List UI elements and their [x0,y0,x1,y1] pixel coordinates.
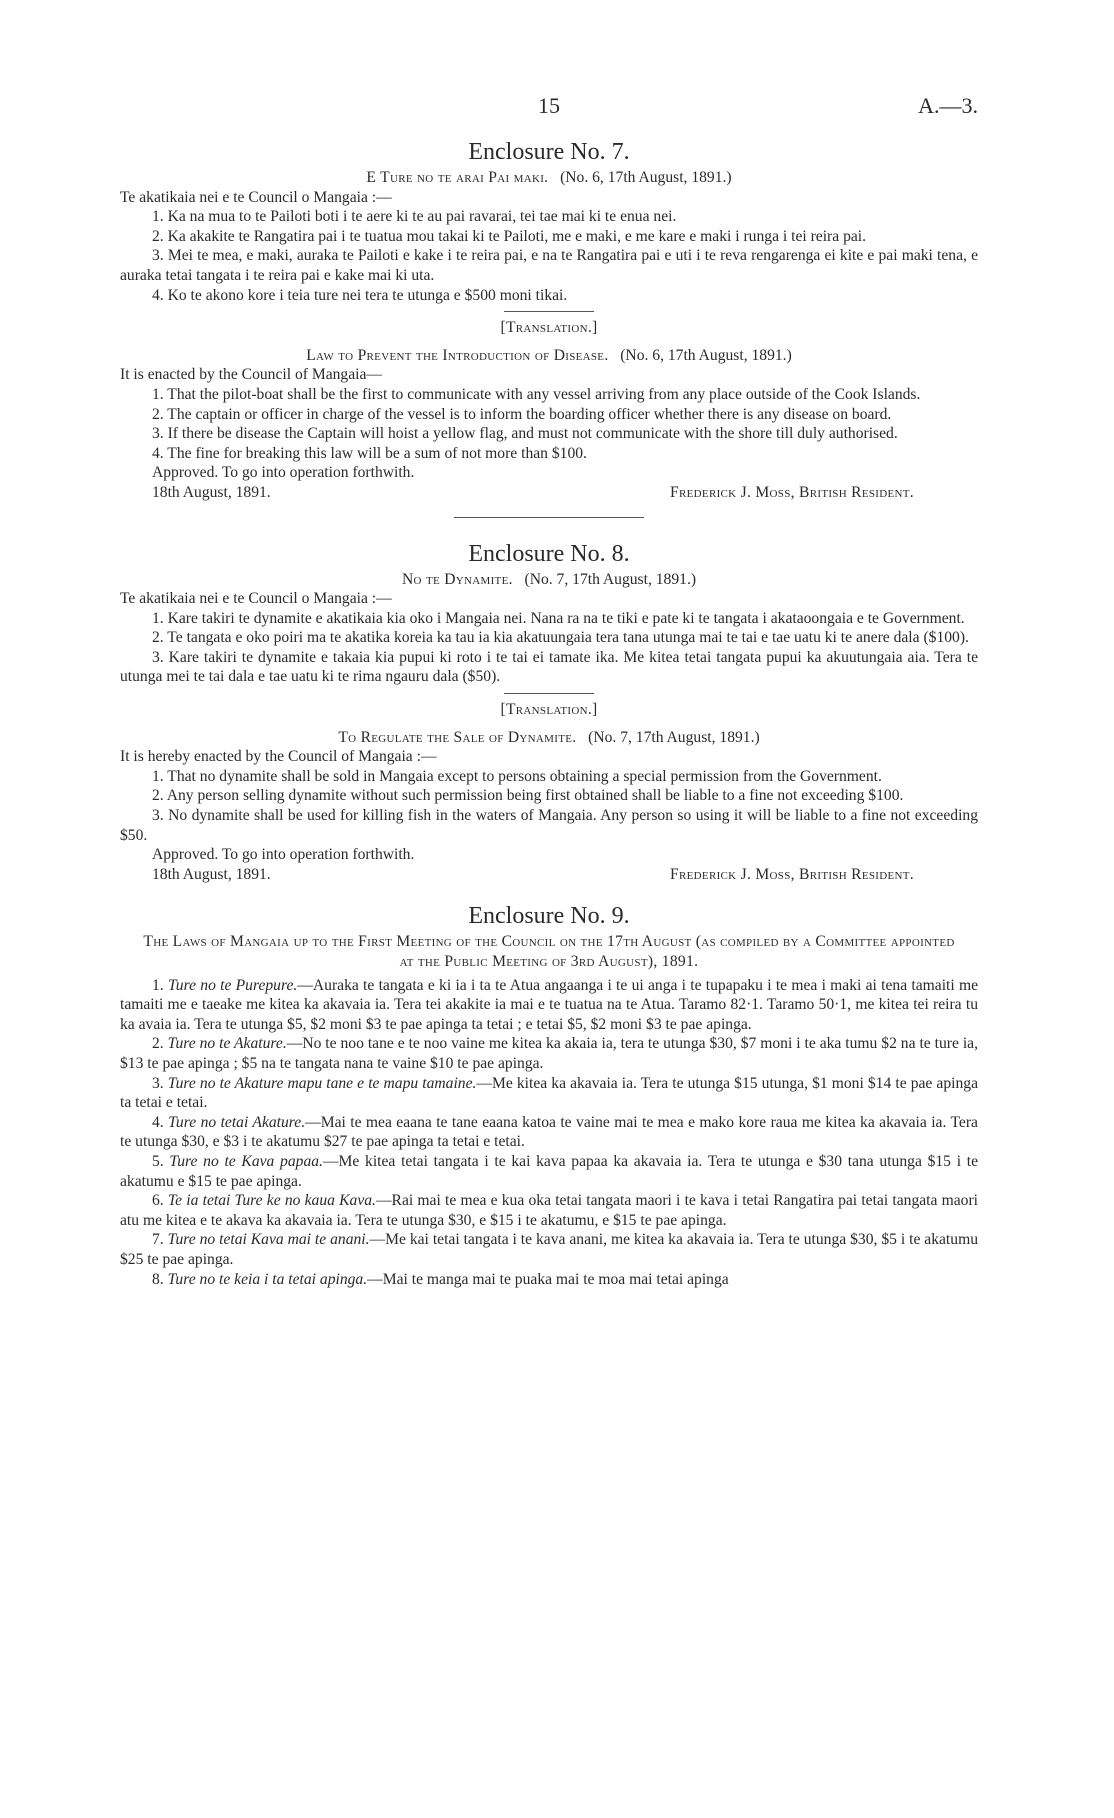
enclosure-9 [120,902,978,1289]
law-item [120,1074,978,1113]
signature-date: 18th August, 1891. [152,865,271,883]
enclosure-8 [120,540,978,885]
section-divider [454,517,644,518]
law-item [120,1270,978,1290]
translation-item: 1. That the pilot-boat shall be the first to communicate with any vessel arriving from any place outside of the Cook Islands. [152,385,921,403]
divider [504,311,594,312]
enactment-intro: Te akatikaia nei e te Council o Mangaia :— [120,590,392,608]
translation-item: 2. Any person selling dynamite without such permission being first obtained shall be liable to a fine not exceeding $100. [152,787,904,805]
law-number: 5. [152,1152,164,1170]
laws-collection-title: The Laws of Mangaia up to the First Meeting of the Council on the 17th August (as compiled by a Committee appointed at the Public Meeting of 3rd August), 1891. [143,933,955,970]
page-number: 15 [538,93,560,118]
law-item: 3. Kare takiri te dynamite e takaia kia pupui ki roto i te tai ei tamate ika. Me kitea tetai tangata pupui ka akuutungaia aia. Tera te utunga mei te tai dala e tae uatu ki te rima ngauru dala ($50). [120,648,978,686]
law-title-italic: Ture no te Akature. [167,1035,287,1053]
translation-item: 3. No dynamite shall be used for killing fish in the waters of Mangaia. Any person so using it will be liable to a fine not exceeding $50. [120,807,978,844]
law-title [120,570,978,590]
law-title-date: (No. 7, 17th August, 1891.) [524,570,697,588]
law-number: 3. [152,1074,164,1092]
translation-title-date: (No. 7, 17th August, 1891.) [588,728,760,746]
translation-title-text: To Regulate the Sale of Dynamite. [338,728,577,746]
translation-item: 2. The captain or officer in charge of the vessel is to inform the boarding officer whether there is any disease on board. [152,405,892,423]
approval-note: Approved. To go into operation forthwith. [152,464,415,482]
law-title-italic: Ture no te Purepure. [167,976,298,994]
law-item [120,1113,978,1152]
law-text: —Mai te mea eaana te tane eaana katoa te vaine mai te mea e mako kore raua me kitea ka akavaia ia. Tera te utunga $30, e $3 i te akatumu $27 te pae apinga ta tetai e tetai. [120,1113,978,1151]
translation-title-text: Law to Prevent the Introduction of Disease. [306,346,609,364]
document-page [120,93,979,1289]
law-number: 7. [152,1231,164,1249]
enclosure-7 [120,138,978,503]
law-title-italic: Ture no tetai Akature. [168,1113,306,1131]
law-item: 1. Kare takiri te dynamite e akatikaia kia oko i Mangaia nei. Nana ra na te tiki e pate ki te tangata i akataoongaia e te Government. [152,609,965,627]
law-title-italic: Ture no te keia i ta tetai apinga. [167,1270,368,1288]
law-title-italic: Ture no te Kava papaa. [169,1152,323,1170]
document-reference: A.—3. [918,93,978,118]
law-item [120,976,978,1035]
law-item: 3. Mei te mea, e maki, auraka te Pailoti e kake i te reira pai, e na te Rangatira pai e uti i te reva rengarenga ei kite e pai maki tena, e auraka tetai tangata i te reira pai e kake mai ki uta. [120,247,978,284]
signature-name: Frederick J. Moss, British Resident. [670,865,914,883]
signature-line [120,865,978,885]
approval-note: Approved. To go into operation forthwith. [152,846,415,864]
law-text: —Rai mai te mea e kua oka tetai tangata maori i te kava i tetai Rangatira pai tetai tangata maori atu me kitea e te akava ka akavaia ia. Tera te utunga $30, e $15 i te akatumu, e $15 te pae apinga. [120,1192,978,1229]
enclosure-heading: Enclosure No. 7. [468,139,630,165]
law-text: —Me kitea tetai tangata i te kai kava papaa ka akavaia ia. Tera te utunga e $30 tana utunga $15 i te akatumu e $15 te pae apinga. [120,1152,978,1190]
law-item [120,1034,978,1073]
law-number: 2. [152,1035,164,1053]
divider [504,693,594,694]
translation-label: [Translation.] [500,319,598,337]
law-title [120,168,978,188]
enclosure-heading: Enclosure No. 9. [468,903,630,930]
law-item [120,1230,978,1269]
law-title-date: (No. 6, 17th August, 1891.) [560,169,732,186]
translation-item: 4. The fine for breaking this law will be a sum of not more than $100. [152,444,587,462]
law-title-text: E Ture no te arai Pai maki. [366,169,549,186]
signature-date: 18th August, 1891. [152,483,271,501]
translation-intro: It is enacted by the Council of Mangaia— [120,366,382,384]
translation-item: 1. That no dynamite shall be sold in Mangaia except to persons obtaining a special permission from the Government. [152,767,882,785]
law-title-italic: Ture no te Akature mapu tane e te mapu tamaine. [167,1074,477,1092]
law-item [120,1191,978,1230]
translation-label: [Translation.] [500,701,598,719]
signature-name: Frederick J. Moss, British Resident. [670,483,914,501]
signature-line [120,483,978,503]
law-title-italic: Te ia tetai Ture ke no kaua Kava. [167,1192,376,1210]
law-item: 4. Ko te akono kore i teia ture nei tera te utunga e $500 moni tikai. [152,286,568,304]
law-text: —No te noo tane e te noo vaine me kitea ka akaia ia, tera te utunga $30, $7 moni i te aka tumu $2 na te ture ia, $13 te pae apinga ; $5 na te tangata nana te vaine $10 te pae apinga. [120,1035,978,1072]
translation-title [120,346,978,366]
translation-title-date: (No. 6, 17th August, 1891.) [620,346,792,364]
translation-item: 3. If there be disease the Captain will hoist a yellow flag, and must not communicate with the shore till duly authorised. [152,425,898,443]
law-item: 2. Ka akakite te Rangatira pai i te tuatua mou takai ki te Pailoti, me e maki, e me kare e maki i runga i tei reira pai. [152,227,867,245]
law-item [120,1152,978,1191]
law-title-text: No te Dynamite. [401,570,513,588]
law-text: —Me kitea ka akavaia ia. Tera te utunga $15 utunga, $1 moni $14 te pae apinga ta tetai e tetai. [120,1074,978,1112]
law-text: —Mai te manga mai te puaka mai te moa mai tetai apinga [367,1270,729,1288]
law-number: 6. [152,1192,164,1210]
law-title-italic: Ture no tetai Kava mai te anani. [167,1231,370,1249]
law-item: 2. Te tangata e oko poiri ma te akatika koreia ka tau ia kia akatuungaia tera tana utunga mai te tai e tae uatu ki te anere dala ($100). [152,629,969,647]
enactment-intro: Te akatikaia nei e te Council o Mangaia :— [120,188,392,206]
page-header [120,93,978,130]
translation-intro: It is hereby enacted by the Council of Mangaia :— [120,748,437,766]
translation-title [120,728,978,748]
law-text: —Me kai tetai tangata i te kava anani, me kitea ka akavaia ia. Tera te utunga $30, $5 i te akatumu $25 te pae apinga. [120,1231,978,1268]
law-number: 4. [152,1113,164,1131]
enclosure-heading: Enclosure No. 8. [468,540,630,567]
law-number: 8. [152,1270,164,1288]
law-text: —Auraka te tangata e ki ia i ta te Atua angaanga i te ui anga i te tupapaku i te mea i maki ai tena tamaiti me tamaiti me e taeake me kitea ka akavaia ia. Tera tei akakite ia mai e te tuatua na te Atua. Taramo 82·1. Taramo 50·1, me kitea tei reira tu ka avaia ia. Tera te utunga $5, $2 moni $3 te pae apinga ta tetai ; e tetai $5, $2 moni $3 te pae apinga. [120,976,979,1033]
law-number: 1. [152,976,164,994]
law-item: 1. Ka na mua to te Pailoti boti i te aere ki te au pai ravarai, tei tae mai ki te enua nei. [152,208,677,226]
